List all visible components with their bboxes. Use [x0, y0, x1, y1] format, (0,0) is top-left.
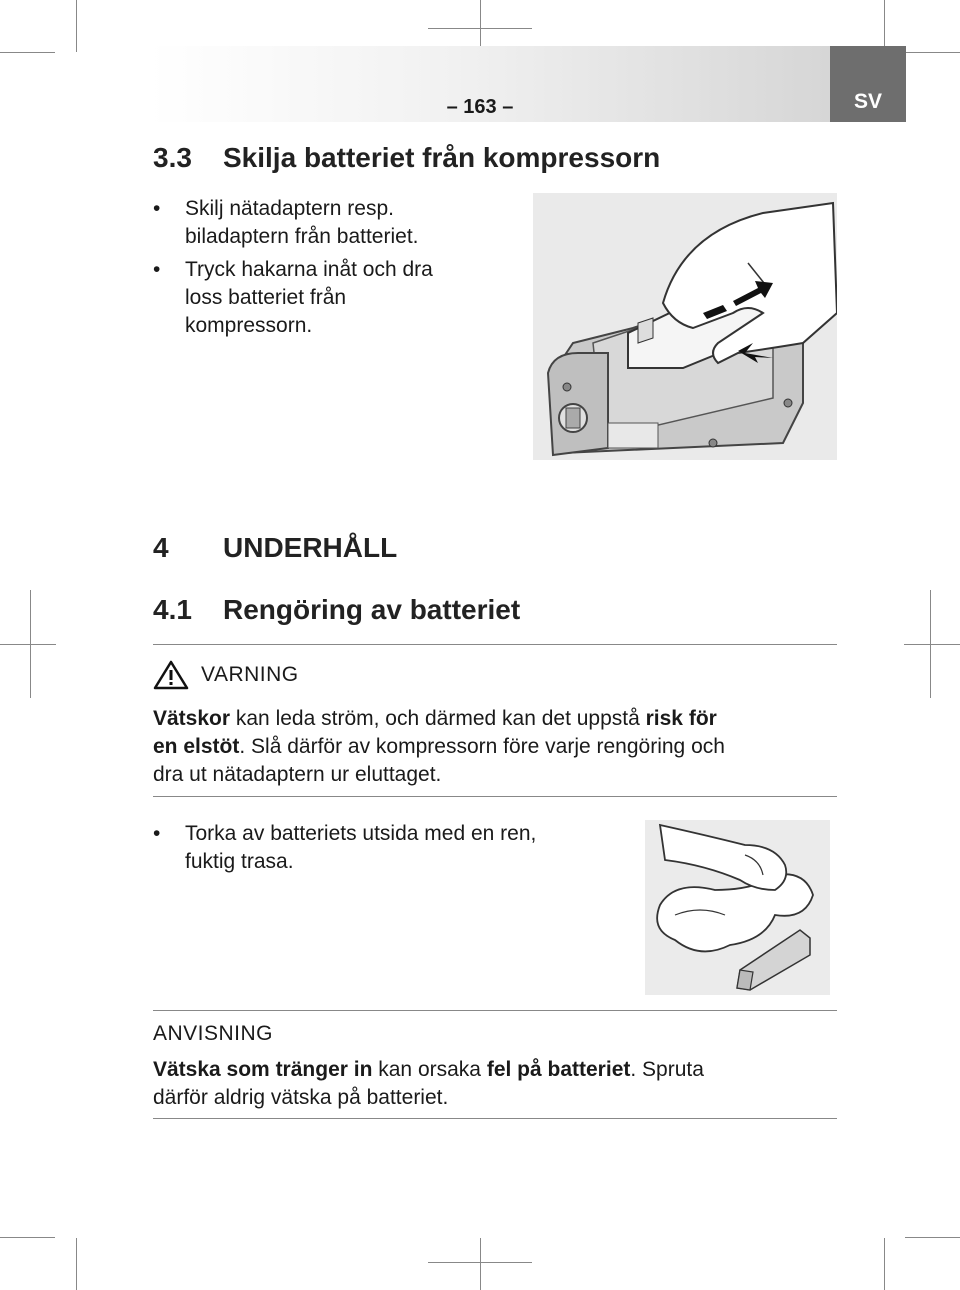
notice-label: ANVISNING — [153, 1022, 274, 1045]
list-item-line: Torka av batteriets utsida med en ren, — [185, 822, 537, 845]
notice-top-rule — [153, 1010, 837, 1011]
wiping-drawing — [645, 820, 830, 995]
page-number: – 163 – — [446, 96, 514, 118]
warning-top-rule — [153, 644, 837, 645]
language-tab-label: SV — [853, 90, 882, 113]
notice-line — [153, 1056, 837, 1084]
crop-mark — [480, 1238, 481, 1290]
warning-header — [153, 660, 299, 690]
language-tab — [830, 46, 906, 122]
list-item-line: kompressorn. — [185, 314, 313, 337]
warning-triangle-svg — [153, 660, 189, 690]
warning-line: dra ut nätadaptern ur eluttaget. — [153, 763, 442, 786]
bullet-glyph: • — [153, 197, 161, 220]
section-title: Skilja batteriet från kompressorn — [223, 142, 661, 173]
notice-text-segment: . Spruta — [630, 1058, 704, 1081]
warning-label: VARNING — [201, 663, 299, 686]
crop-mark — [0, 644, 56, 645]
section-title: Rengöring av batteriet — [223, 594, 521, 625]
crop-mark — [884, 0, 885, 52]
warning-text-segment: kan leda ström, och därmed kan det uppstå — [230, 707, 646, 730]
section-heading — [153, 594, 520, 626]
list-item — [153, 820, 623, 876]
notice-emphasis: Vätska som tränger in — [153, 1058, 373, 1081]
crop-mark — [905, 52, 960, 53]
section-number: 4.1 — [153, 594, 192, 625]
notice-bottom-rule — [153, 1118, 837, 1119]
warning-emphasis: Vätskor — [153, 707, 231, 730]
chapter-number: 4 — [153, 532, 169, 563]
warning-triangle-icon — [153, 660, 189, 690]
warning-emphasis: en elstöt — [153, 735, 240, 758]
bullet-glyph: • — [153, 822, 161, 845]
section-number: 3.3 — [153, 142, 192, 173]
crop-mark — [0, 1237, 55, 1238]
list-item-line: fuktig trasa. — [185, 850, 294, 873]
notice-text-segment: kan orsaka — [372, 1058, 487, 1081]
crop-mark — [76, 0, 77, 52]
warning-line — [153, 705, 837, 733]
crop-mark — [905, 1237, 960, 1238]
crop-mark — [904, 644, 960, 645]
warning-text-segment: . Slå därför av kompressorn före varje rengöring och — [239, 735, 725, 758]
warning-bottom-rule — [153, 796, 837, 797]
notice-emphasis: fel på batteriet — [486, 1058, 631, 1081]
list-item — [153, 256, 513, 340]
hand-removing-battery-illustration — [533, 193, 837, 460]
list-item — [153, 195, 513, 251]
warning-emphasis: risk för — [645, 707, 717, 730]
section-heading — [153, 142, 660, 174]
chapter-title: UNDERHÅLL — [223, 532, 398, 563]
crop-mark — [884, 1238, 885, 1290]
list-item-line: biladaptern från batteriet. — [185, 225, 419, 248]
crop-mark — [0, 52, 55, 53]
list-item-line: Tryck hakarna inåt och dra — [185, 258, 433, 281]
hand-wiping-battery-illustration — [645, 820, 830, 995]
notice-line: därför aldrig vätska på batteriet. — [153, 1086, 449, 1109]
warning-text — [153, 705, 837, 789]
notice-text — [153, 1056, 837, 1112]
list-item-line: loss batteriet från — [185, 286, 347, 309]
crop-mark — [428, 28, 532, 29]
warning-line — [153, 733, 837, 761]
cleaning-list — [153, 820, 623, 876]
chapter-heading — [153, 532, 397, 564]
battery-removal-drawing — [533, 193, 837, 460]
list-item-line: Skilj nätadaptern resp. — [185, 197, 394, 220]
bullet-glyph: • — [153, 258, 161, 281]
instruction-list — [153, 195, 513, 340]
crop-mark — [76, 1238, 77, 1290]
crop-mark — [428, 1262, 532, 1263]
crop-mark — [480, 0, 481, 52]
